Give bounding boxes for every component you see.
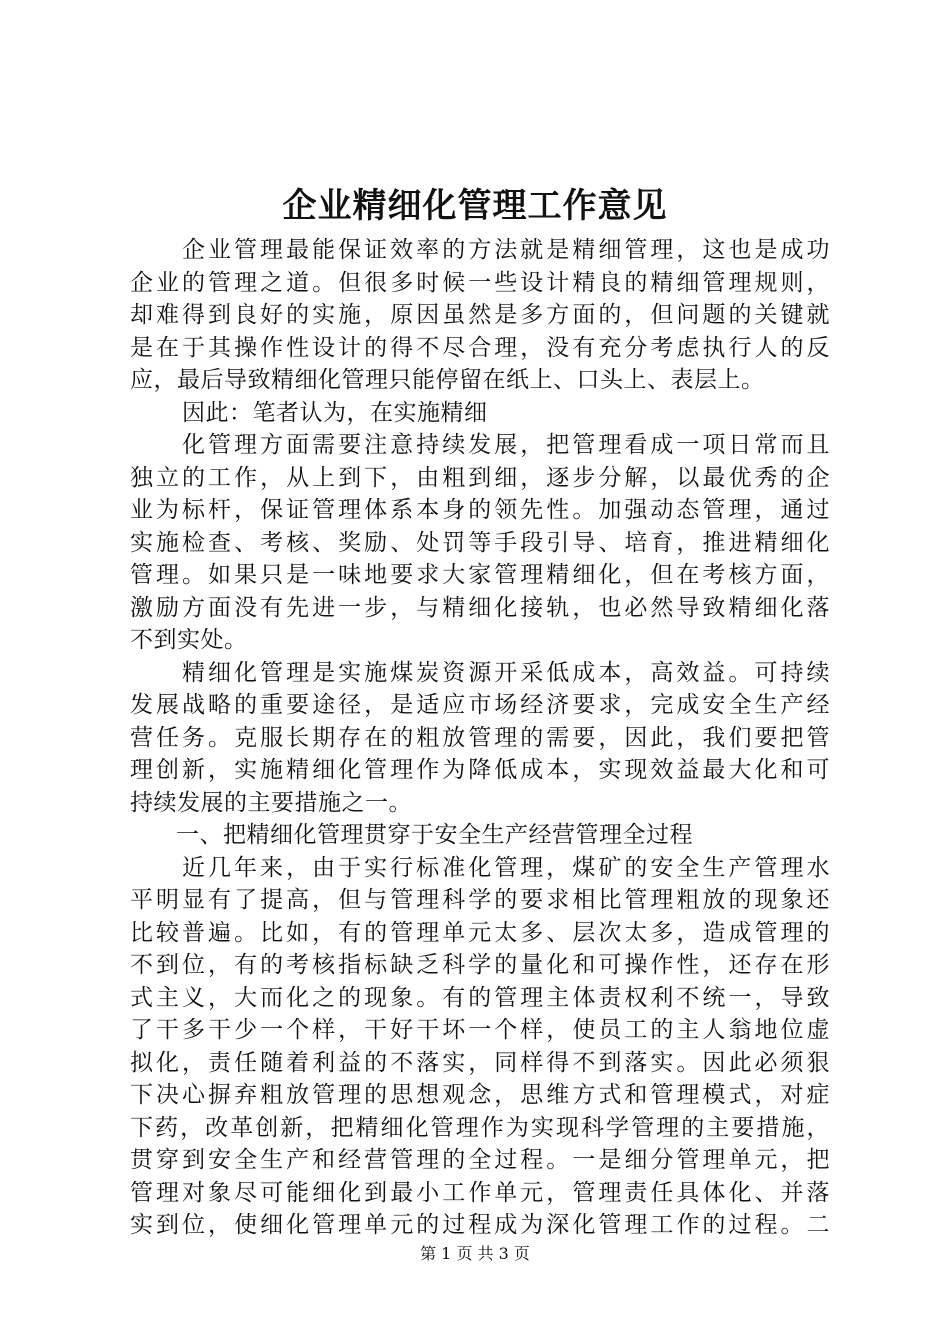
text-line: 拟化，责任随着利益的不落实，同样得不到落实。因此必须狠 [130,1049,830,1076]
text-line: 下决心摒弃粗放管理的思想观念，思维方式和管理模式，对症 [130,1082,830,1108]
text-line: 实到位，使细化管理单元的过程成为深化管理工作的过程。二 [130,1212,830,1238]
text-line: 精细化管理是实施煤炭资源开采低成本，高效益。可持续 [182,659,830,686]
text-line: 化管理方面需要注意持续发展，把管理看成一项日常而且 [182,432,830,458]
text-line: 却难得到良好的实施，原因虽然是多方面的，但问题的关键就 [130,302,830,328]
text-line: 持续发展的主要措施之一。 [130,789,412,816]
text-line: 理创新，实施精细化管理作为降低成本，实现效益最大化和可 [130,757,830,783]
text-line: 因此：笔者认为，在实施精细 [182,399,488,426]
text-line: 平明显有了提高，但与管理科学的要求相比管理粗放的现象还 [130,887,830,913]
text-line: 激励方面没有先进一步，与精细化接轨，也必然导致精细化落 [130,594,830,621]
text-line: 下药，改革创新，把精细化管理作为实现科学管理的主要措施， [130,1114,830,1141]
text-line: 式主义，大而化之的现象。有的管理主体责权利不统一，导致 [130,984,830,1011]
text-line: 应，最后导致精细化管理只能停留在纸上、口头上、表层上。 [130,367,765,393]
text-line: 企业的管理之道。但很多时候一些设计精良的精细管理规则， [130,269,830,296]
text-line: 比较普遍。比如，有的管理单元太多、层次太多，造成管理的 [130,919,830,946]
text-line: 企业管理最能保证效率的方法就是精细管理，这也是成功 [182,237,830,263]
text-line: 管理。如果只是一味地要求大家管理精细化，但在考核方面， [130,562,830,588]
text-line: 独立的工作，从上到下，由粗到细，逐步分解，以最优秀的企 [130,464,830,491]
text-line: 发展战略的重要途径，是适应市场经济要求，完成安全生产经 [130,692,830,718]
document-title: 企业精细化管理工作意见 [282,186,668,226]
page-number: 第 1 页 共 3 页 [420,1244,530,1263]
text-line: 营任务。克服长期存在的粗放管理的需要，因此，我们要把管 [130,724,830,751]
text-line: 贯穿到安全生产和经营管理的全过程。一是细分管理单元，把 [130,1147,830,1173]
text-line: 近几年来，由于实行标准化管理，煤矿的安全生产管理水 [182,854,830,881]
document-body [130,234,830,1242]
text-line: 不到位，有的考核指标缺乏科学的量化和可操作性，还存在形 [130,952,830,978]
text-line: 是在于其操作性设计的得不尽合理，没有充分考虑执行人的反 [130,334,830,361]
text-line: 不到实处。 [130,627,248,653]
text-line: 业为标杆，保证管理体系本身的领先性。加强动态管理，通过 [130,497,830,523]
text-line: 实施检查、考核、奖励、处罚等手段引导、培育，推进精细化 [130,529,830,556]
text-line: 了干多干少一个样，干好干坏一个样，使员工的主人翁地位虚 [130,1017,830,1043]
section-heading: 一、把精细化管理贯穿于安全生产经营管理全过程 [176,822,693,848]
text-line: 管理对象尽可能细化到最小工作单元，管理责任具体化、并落 [130,1179,830,1206]
